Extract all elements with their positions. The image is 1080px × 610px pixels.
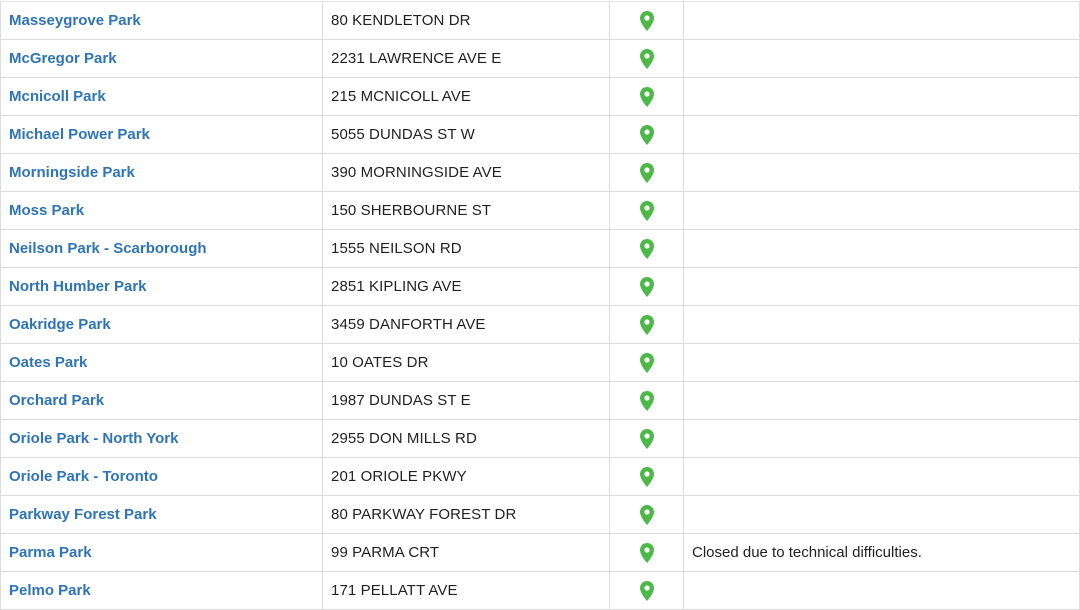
table-row	[1, 534, 1080, 572]
map-cell	[610, 230, 684, 268]
park-name-cell	[1, 116, 323, 154]
map-cell	[610, 154, 684, 192]
status-note	[684, 268, 1080, 306]
park-name-cell	[1, 306, 323, 344]
park-name-link[interactable]: Parkway Forest Park	[9, 506, 157, 523]
table-row	[1, 40, 1080, 78]
status-note	[684, 192, 1080, 230]
map-cell	[610, 116, 684, 154]
map-cell	[610, 382, 684, 420]
park-address: 5055 DUNDAS ST W	[323, 116, 610, 154]
table-row	[1, 154, 1080, 192]
park-address: 80 KENDLETON DR	[323, 2, 610, 40]
status-note: Closed due to technical difficulties.	[684, 534, 1080, 572]
park-name-cell	[1, 382, 323, 420]
park-address: 2955 DON MILLS RD	[323, 420, 610, 458]
park-name-link[interactable]: Parma Park	[9, 544, 92, 561]
map-cell	[610, 344, 684, 382]
park-name-link[interactable]: Orchard Park	[9, 392, 105, 409]
status-note	[684, 496, 1080, 534]
status-note	[684, 458, 1080, 496]
park-address: 1555 NEILSON RD	[323, 230, 610, 268]
map-cell	[610, 192, 684, 230]
park-name-cell	[1, 496, 323, 534]
map-cell	[610, 306, 684, 344]
park-name-link[interactable]: Mcnicoll Park	[9, 88, 106, 105]
map-marker-icon[interactable]	[640, 581, 654, 601]
park-address: 150 SHERBOURNE ST	[323, 192, 610, 230]
map-marker-icon[interactable]	[640, 201, 654, 221]
table-row	[1, 496, 1080, 534]
park-address: 2851 KIPLING AVE	[323, 268, 610, 306]
park-name-cell	[1, 344, 323, 382]
map-cell	[610, 458, 684, 496]
parks-table-body	[1, 2, 1080, 610]
park-address: 2231 LAWRENCE AVE E	[323, 40, 610, 78]
table-row	[1, 116, 1080, 154]
park-name-link[interactable]: Oakridge Park	[9, 316, 111, 333]
map-cell	[610, 572, 684, 610]
park-name-link[interactable]: Oriole Park - North York	[9, 430, 179, 447]
park-name-link[interactable]: North Humber Park	[9, 278, 147, 295]
table-row	[1, 306, 1080, 344]
park-name-link[interactable]: Morningside Park	[9, 164, 135, 181]
park-address: 99 PARMA CRT	[323, 534, 610, 572]
park-address: 3459 DANFORTH AVE	[323, 306, 610, 344]
status-note	[684, 382, 1080, 420]
park-name-link[interactable]: Pelmo Park	[9, 582, 91, 599]
map-marker-icon[interactable]	[640, 391, 654, 411]
park-name-cell	[1, 534, 323, 572]
map-cell	[610, 2, 684, 40]
park-name-cell	[1, 572, 323, 610]
status-note	[684, 344, 1080, 382]
map-cell	[610, 268, 684, 306]
park-address: 171 PELLATT AVE	[323, 572, 610, 610]
status-note	[684, 572, 1080, 610]
map-marker-icon[interactable]	[640, 315, 654, 335]
park-name-cell	[1, 192, 323, 230]
map-cell	[610, 40, 684, 78]
table-row	[1, 382, 1080, 420]
park-name-link[interactable]: Masseygrove Park	[9, 12, 141, 29]
map-marker-icon[interactable]	[640, 11, 654, 31]
park-name-cell	[1, 154, 323, 192]
park-address: 80 PARKWAY FOREST DR	[323, 496, 610, 534]
park-address: 201 ORIOLE PKWY	[323, 458, 610, 496]
park-name-link[interactable]: Oates Park	[9, 354, 88, 371]
map-marker-icon[interactable]	[640, 239, 654, 259]
park-address: 1987 DUNDAS ST E	[323, 382, 610, 420]
map-cell	[610, 420, 684, 458]
status-note	[684, 40, 1080, 78]
status-note	[684, 116, 1080, 154]
map-marker-icon[interactable]	[640, 125, 654, 145]
status-note	[684, 154, 1080, 192]
map-marker-icon[interactable]	[640, 353, 654, 373]
park-name-link[interactable]: Michael Power Park	[9, 126, 150, 143]
status-note	[684, 2, 1080, 40]
status-note	[684, 230, 1080, 268]
map-cell	[610, 534, 684, 572]
park-name-cell	[1, 458, 323, 496]
park-name-cell	[1, 420, 323, 458]
table-row	[1, 344, 1080, 382]
table-row	[1, 192, 1080, 230]
status-note	[684, 306, 1080, 344]
table-row	[1, 78, 1080, 116]
park-address: 215 MCNICOLL AVE	[323, 78, 610, 116]
map-cell	[610, 496, 684, 534]
park-address: 390 MORNINGSIDE AVE	[323, 154, 610, 192]
park-name-link[interactable]: Oriole Park - Toronto	[9, 468, 158, 485]
map-marker-icon[interactable]	[640, 87, 654, 107]
park-name-cell	[1, 268, 323, 306]
map-marker-icon[interactable]	[640, 163, 654, 183]
map-marker-icon[interactable]	[640, 505, 654, 525]
table-row	[1, 572, 1080, 610]
park-name-link[interactable]: Moss Park	[9, 202, 85, 219]
map-marker-icon[interactable]	[640, 49, 654, 69]
table-row	[1, 268, 1080, 306]
park-name-link[interactable]: McGregor Park	[9, 50, 117, 67]
map-marker-icon[interactable]	[640, 277, 654, 297]
table-row	[1, 2, 1080, 40]
table-row	[1, 420, 1080, 458]
park-name-cell	[1, 2, 323, 40]
parks-table	[0, 1, 1080, 610]
map-cell	[610, 78, 684, 116]
park-address: 10 OATES DR	[323, 344, 610, 382]
status-note	[684, 78, 1080, 116]
map-marker-icon[interactable]	[640, 543, 654, 563]
status-note	[684, 420, 1080, 458]
map-marker-icon[interactable]	[640, 429, 654, 449]
park-name-cell	[1, 40, 323, 78]
park-name-cell	[1, 230, 323, 268]
table-row	[1, 458, 1080, 496]
park-name-cell	[1, 78, 323, 116]
map-marker-icon[interactable]	[640, 467, 654, 487]
table-row	[1, 230, 1080, 268]
park-name-link[interactable]: Neilson Park - Scarborough	[9, 240, 207, 257]
